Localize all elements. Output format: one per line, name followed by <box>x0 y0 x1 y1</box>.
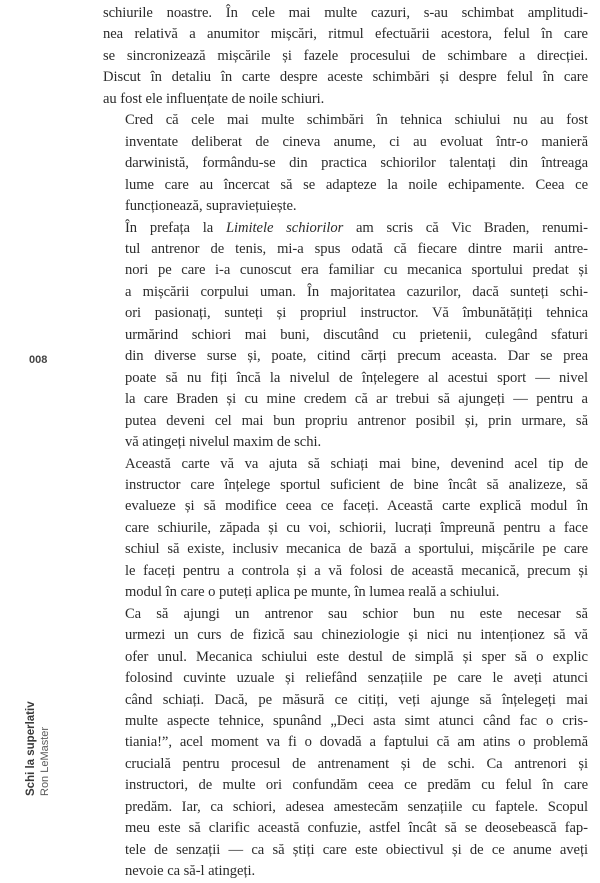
text-line: darwinistă, formându-se din practica schiorilor talentați din întreaga <box>125 155 588 172</box>
text-line: inventate deliberat de cineva anume, ci au evoluat într-o manieră <box>125 133 588 150</box>
text-line: putea deveni cel mai bun propriu antrenor posibil și, prin urmare, să <box>125 412 588 429</box>
book-author: Ron LeMaster <box>39 726 51 796</box>
text-line: Discut în detaliu în carte despre aceste schimbări și despre felul în care <box>103 69 588 86</box>
text-line: au fost ele influențate de noile schiuri. <box>103 90 325 107</box>
text-line: când schiați. Dacă, pe măsură ce citiți, veți ajunge să înțelegeți mai <box>125 691 588 708</box>
text-line: Cred că cele mai multe schimbări în tehnica schiului nu au fost <box>125 112 588 129</box>
text-line: tiania!”, acel moment va fi o dovadă a faptului că am atins o problemă <box>125 734 588 751</box>
text-line: din diverse surse și, poate, citind cărți precum aceasta. Dar se prea <box>125 348 588 365</box>
body-text <box>103 3 588 883</box>
text-line: lume care au încercat să se adapteze la noile echipamente. Ceea ce <box>125 176 588 193</box>
running-footer <box>24 701 52 796</box>
text-line: folosind cuvinte uzuale și reliefând senzațiile pe care le aveți atunci <box>125 670 588 687</box>
text-line: predăm. Iar, ca schiori, adesea amestecăm senzațiile cu faptele. Scopul <box>125 798 588 815</box>
book-reference: Limitele schiorilor <box>225 219 344 236</box>
text-line: multe aspecte tehnice, spunând „Deci asta simt atunci când fac o cris- <box>125 712 588 729</box>
paragraph <box>103 3 588 110</box>
text-line: le faceți pentru a controla și a vă folosi de această mecanică, precum și <box>125 562 588 579</box>
text-line: ofer unul. Mecanica schiului este destul de simplă și sper să o explic <box>125 648 588 665</box>
text-line: schiurile noastre. În cele mai multe cazuri, s-au schimbat amplitudi- <box>103 5 588 21</box>
paragraph <box>103 218 588 454</box>
text-line: urmărind schiori mai buni, discutând cu prietenii, culegând sfaturi <box>125 326 588 343</box>
text-line: a mișcării corpului uman. În majoritatea cazurilor, dacă sunteți schi- <box>125 283 588 300</box>
text-line: tul antrenor de tenis, mi-a spus odată că fiecare dintre marii antre- <box>125 240 588 257</box>
text-line: instructor care înțelege sportul suficient de bine încât să analizeze, să <box>125 476 588 493</box>
paragraph <box>103 604 588 883</box>
text-line: care schiurile, zăpada și cu voi, schiorii, lucrați împreună pentru a face <box>125 519 588 536</box>
paragraph <box>103 110 588 217</box>
text-line: urmezi un curs de fizică sau chineziologie și nici nu intenționez să vă <box>125 627 588 644</box>
text-line: Ca să ajungi un antrenor sau schior bun nu este necesar să <box>125 605 588 622</box>
text-line: la care Braden și cu mine credem că ar trebui să ajungeți — pentru a <box>125 391 588 408</box>
paragraph <box>103 454 588 604</box>
text-line: Această carte vă va ajuta să schiați mai bine, devenind acel tip de <box>125 455 588 472</box>
text-line: nevoie ca să-l atingeți. <box>125 863 256 880</box>
text-line: funcționează, supraviețuiește. <box>125 198 297 215</box>
text-line: schiul să existe, inclusiv mecanica de bază a sportului, mișcările pe care <box>125 541 588 558</box>
text-line: nori pe care i-a cunoscut era familiar cu mecanica sportului predat și <box>125 262 588 279</box>
text-line: meu este să clarific această confuzie, astfel încât să se deosebească fap- <box>125 820 588 837</box>
text-line: vă atingeți nivelul maxim de schi. <box>125 434 322 451</box>
text-line: ori pasionați, sunteți și propriul instructor. Vă îmbunătățiți tehnica <box>125 305 588 322</box>
text-line: modul în care o puteți aplica pe munte, în lumea reală a schiului. <box>125 584 500 601</box>
text-line: evalueze și să modifice ceea ce faceți. Această carte explică modul în <box>125 498 588 515</box>
text-line: crucială pentru procesul de antrenament și de schi. Ca antrenori și <box>125 755 588 772</box>
text-line: tele de senzații — ca să știți care este obiectivul și de ce anume aveți <box>125 841 588 858</box>
text-line: În prefața la Limitele schiorilor am scris că Vic Braden, renumi- <box>125 219 588 236</box>
text-line: poate să nu fiți încă la nivelul de înțelegere al acestui sport — nivel <box>125 369 588 386</box>
text-line: instructori, de multe ori confundăm ceea ce predăm cu felul în care <box>125 777 588 794</box>
page-number: 008 <box>29 354 48 366</box>
text-line: se sincronizează mișcările și fazele procesului de schimbare a direcției. <box>103 47 588 64</box>
text-line: nea relativă a anumitor mișcări, ritmul efectuării acestora, felul în care <box>103 26 588 43</box>
book-title: Schi la superlativ <box>25 701 37 796</box>
